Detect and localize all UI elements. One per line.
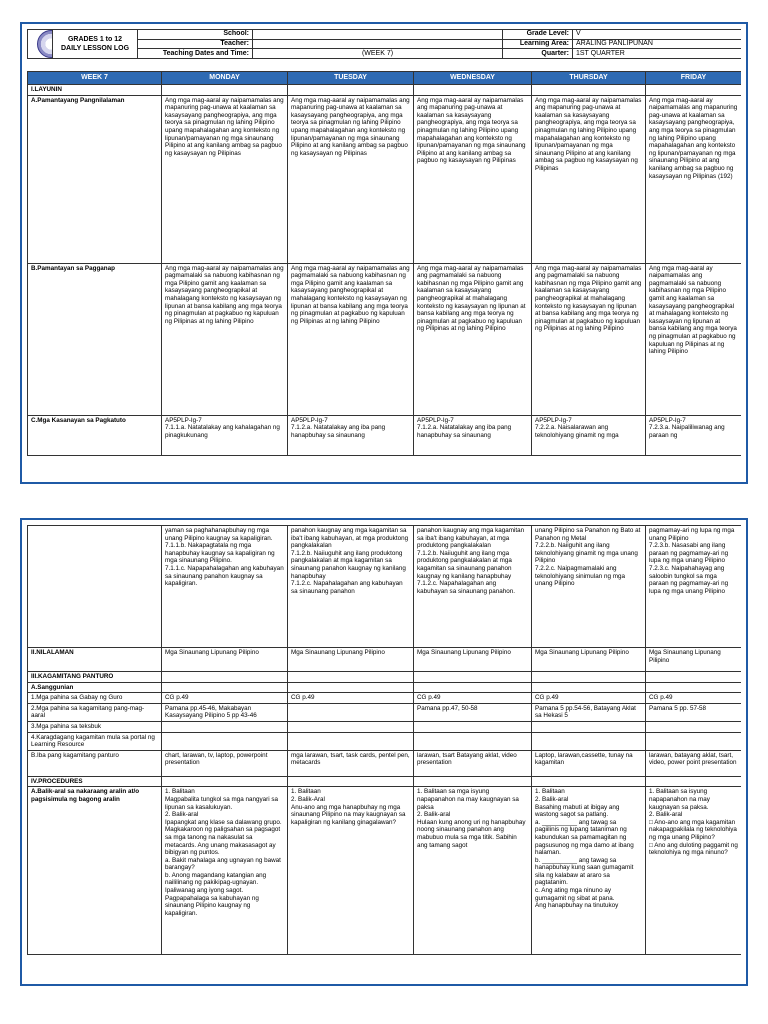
table-cell: panahon kaugnay ang mga kagamitan sa iba't ibang kabuhayan, at mga produktong pangkalakalan 7.1.2.b. Naiiuguhit ang ilang produktong pangkalakalan at mga kagamitan sa sinaunang panahon kaugnay ng kanilang hanapbuhay 7.1.2.c. Napahalagahan ang kabuhayan sa sinaunang panahon	[288, 526, 414, 648]
section-layunin-blank	[288, 85, 414, 96]
table-cell	[414, 721, 532, 732]
table-cell	[162, 732, 288, 750]
lesson-table-page-1	[27, 71, 741, 456]
table-cell: Pamana pp.47, 50-58	[414, 703, 532, 721]
table-cell: Pamana 5 pp. 57-58	[646, 703, 742, 721]
day-header-friday: FRIDAY	[646, 72, 742, 85]
table-cell: AP5PLP-Ig-7 7.1.2.a. Natatalakay ang iba pang hanapbuhay sa sinaunang	[414, 415, 532, 455]
section-blank	[414, 672, 532, 683]
days-header-row	[28, 72, 742, 85]
table-row	[28, 750, 742, 776]
section-blank	[288, 776, 414, 787]
table-cell: 1. Balitaan sa mga isyung napapanahon na may kaugnayan sa paksa 2. Balik-aral Hulaan kung anong uri ng hanapbuhay noong sinaunang panahon ang mabubuo mula sa mga titik. Sabihin ang tamang sagot	[414, 787, 532, 955]
row-label: A.Balik-aral sa nakaraang aralin at/o pagsisimula ng bagong aralin	[28, 787, 162, 955]
table-cell: Ang mga mag-aaral ay naipamamalas ang pagmamalaki sa nabuong kabihasnan ng mga Pilipino gamit ang kaalaman sa kasaysayang pangheograpikal at mahalagang konteksto ng kasaysayan ng lipunan at bansa kabilang ang mga teorya ng pinagmulan at pagkabuo ng kapuluan ng Pilipinas at ng lahing Pilipino	[288, 263, 414, 415]
table-cell: Mga Sinaunang Lipunang Pilipino	[288, 648, 414, 672]
day-header-tuesday: TUESDAY	[288, 72, 414, 85]
section-layunin-blank	[646, 85, 742, 96]
lesson-log-page-2	[20, 518, 748, 986]
table-cell: Mga Sinaunang Lipunang Pilipino	[414, 648, 532, 672]
day-header-monday: MONDAY	[162, 72, 288, 85]
table-row	[28, 526, 742, 648]
table-cell: unang Pilipino sa Panahon ng Bato at Panahon ng Metal 7.2.2.b. Naiiguhit ang ilang teknolohiyang ginamit ng mga unang Pilipino 7.2.2.c. Naipagmamalaki ang teknolohiyang sinimulan ng mga unang Pilipino	[532, 526, 646, 648]
table-cell: panahon kaugnay ang mga kagamitan sa iba't ibang kabuhayan, at mga produktong pangkalakalan 7.1.2.b. Naiiuguhit ang ilang mga produktong pangkalakalan at mga kagamitan sa sinaunang panahon kaugnay ng kanilang hanapbuhay 7.1.2.c. Napahalagahan ang kabuhayan sa sinaunang panahon.	[414, 526, 532, 648]
learning-area-value: ARALING PANLIPUNAN	[573, 39, 742, 49]
table-cell	[532, 732, 646, 750]
table-cell: chart, larawan, tv, laptop, powerpoint presentation	[162, 750, 288, 776]
table-cell	[414, 732, 532, 750]
row-label: 1.Mga pahina sa Gabay ng Guro	[28, 693, 162, 704]
section-blank	[532, 682, 646, 693]
table-cell	[162, 721, 288, 732]
table-cell: Ang mga mag-aaral ay naipamamalas ang mapanuring pag-unawa at kaalaman sa kasaysayang pangheograpiya, ang mga teorya sa pinagmulan ng lahing Pilipino upang mapahalagahan ang konteksto ng lipunan/pamayanan ng mga sinaunang Pilipino at ang kanilang ambag sa pagbuo ng kasaysayan ng Pilipinas	[288, 95, 414, 263]
lesson-log-page-1	[20, 22, 748, 484]
deped-seal-cell	[28, 30, 53, 59]
section-sanggunian: A.Sanggunian	[28, 682, 162, 693]
section-blank	[646, 672, 742, 683]
table-cell: AP5PLP-Ig-7 7.1.2.a. Natatalakay ang iba pang hanapbuhay sa sinaunang	[288, 415, 414, 455]
table-cell: Pamana pp.45-46, Makabayan Kasaysayang Pilipino 5 pp 43-46	[162, 703, 288, 721]
table-row	[28, 703, 742, 721]
table-cell: CG p.49	[162, 693, 288, 704]
table-row	[28, 787, 742, 955]
table-cell: Ang mga mag-aaral ay naipamamalas ang mapanuring pag-unawa at kaalaman sa kasaysayang pangheograpiya, ang mga teorya sa pinagmulan ng lahing Pilipino upang mapahalagahan ang konteksto ng lipunan/pamayanan ng mga sinaunang Pilipino at ang kanilang ambag sa pagbuo ng kasaysayan ng Pilipinas	[532, 95, 646, 263]
section-blank	[532, 672, 646, 683]
table-cell	[288, 721, 414, 732]
table-cell: Ang mga mag-aaral ay naipamamalas ang pagmamalaki sa nabuong kabihasnan ng mga Pilipino gamit ang kaalaman sa kasaysayang pangheograpikal at mahalagang konteksto ng kasaysayan ng lipunan at bansa kabilang ang mga teorya ng pinagmulan at pagkabuo ng kapuluan ng Pilipinas at ng lahing Pilipino	[162, 263, 288, 415]
table-row	[28, 263, 742, 415]
teacher-value	[253, 39, 503, 49]
teaching-dates-label: Teaching Dates and Time:	[138, 49, 253, 59]
log-title: GRADES 1 to 12 DAILY LESSON LOG	[53, 30, 138, 59]
table-cell: 1. Balitaan sa isyung napapanahon na may kaugnayan sa paksa. 2. Balik-aral □ Ano-ano ang mga kagamitan nakapagpakilala ng teknolohiya ng mga unang Pilipino? □ Ano ang duloting paggamit ng teknolohiya ng mga ninuno?	[646, 787, 742, 955]
teaching-dates-value: (WEEK 7)	[253, 49, 503, 59]
table-cell: Ang mga mag-aaral ay naipamamalas ang pagmamalaki sa nabuong kabihasnan ng mga Pilipino gamit ang kaalaman sa kasaysayang pangheograpikal at mahalagang konteksto ng kasaysayan ng lipunan at bansa kabilang ang mga teorya ng pinagmulan at pagkabuo ng kapuluan ng Pilipinas at ng lahing Pilipino	[646, 263, 742, 415]
table-cell: 1. Balitaan 2. Balik-aral Basahing mabuti at ibigay ang wastong sagot sa patlang. a. __________ ang tawag sa pagiilinis ng lupang tataniman ng kabundukan sa pamamagitan ng pagsusunog ng mga damo at ibang halaman. b. __________ ang tawag sa hanapbuhay kung saan gumagamit sila ng kalabaw at araro sa pagtatanim. c. Ang ating mga ninuno ay gumagamit ng sibat at pana. Ang hanapbuhay na tinutukoy	[532, 787, 646, 955]
table-cell: 1. Balitaan Magpabalita tungkol sa mga nangyari sa lipunan sa kasalukuyan. 2. Balik-aral Ipapangkat ang klase sa dalawang grupo. Magkakaroon ng paligsahan sa pagsagot sa mga tanong na nakasulat sa metacards. Ang unang makasasagot ay bibigyan ng puntos. a. Bakit mahalaga ang ugnayan ng bawat barangay? b. Anong magandang katangian ang naililinang ng pakikipag-ugnayan. Ipaliwanag ang iyong sagot. Pagpapahalaga sa kabuhayan ng sinaunang Pilipino kaugnay ng kapaligiran.	[162, 787, 288, 955]
table-cell: mga larawan, tsart, task cards, pentel pen, metacards	[288, 750, 414, 776]
section-procedures: IV.PROCEDURES	[28, 776, 162, 787]
table-cell: 1. Balitaan 2. Balik-Aral Anu-ano ang mga hanapbuhay ng mga sinaunang Pilipino na may kaugnayan sa kapaligiran ng kanilang ginagalawan?	[288, 787, 414, 955]
table-cell: CG p.49	[288, 693, 414, 704]
deped-seal-icon	[37, 30, 53, 58]
row-label: B.Pamantayan sa Pagganap	[28, 263, 162, 415]
teacher-label: Teacher:	[138, 39, 253, 49]
table-cell: Ang mga mag-aaral ay naipamamalas ang mapanuring pag-unawa at kaalaman sa kasaysayang pangheograpiya, ang mga teorya sa pinagmulan ng lahing Pilipino upang mapahalagahan ang konteksto ng lipunan/pamayanan ng mga sinaunang Pilipino at ang kanilang ambag sa pagbuo ng kasaysayan ng Pilipinas	[414, 95, 532, 263]
table-cell: AP5PLP-Ig-7 7.2.3.a. Naipaliliwanag ang paraan ng	[646, 415, 742, 455]
grade-level-value: V	[573, 30, 742, 40]
quarter-value: 1ST QUARTER	[573, 49, 742, 59]
table-cell: Mga Sinaunang Lipunang Pilipino	[162, 648, 288, 672]
row-label: A.Pamantayang Pangnilalaman	[28, 95, 162, 263]
quarter-label: Quarter:	[503, 49, 573, 59]
section-blank	[646, 776, 742, 787]
table-cell: pagmamay-ari ng lupa ng mga unang Pilipino 7.2.3.b. Nasasabi ang ilang paraan ng pagmamay-ari ng lupa ng mga unang Pilipino 7.2.3.c. Naipahahayag ang saloobin tungkol sa mga paraan ng pagmamay-ari ng lupa ng mga unang Pilipino	[646, 526, 742, 648]
section-blank	[162, 672, 288, 683]
table-row	[28, 648, 742, 672]
table-cell	[646, 732, 742, 750]
section-blank	[532, 776, 646, 787]
section-blank	[414, 776, 532, 787]
section-layunin-blank	[532, 85, 646, 96]
table-row	[28, 95, 742, 263]
table-cell: CG p.49	[532, 693, 646, 704]
table-cell: Ang mga mag-aaral ay naipamamalas ang pagmamalaki sa nabuong kabihasnan ng mga Pilipino gamit ang kaalaman sa kasaysayang pangheograpikal at mahalagang konteksto ng kasaysayan ng lipunan at bansa kabilang ang mga teorya ng pinagmulan at pagkabuo ng kapuluan ng Pilipinas at ng lahing Pilipino	[532, 263, 646, 415]
table-cell	[288, 732, 414, 750]
row-label: II.NILALAMAN	[28, 648, 162, 672]
table-cell: yaman sa paghahanapbuhay ng mga unang Pilipino kaugnay sa kapaligiran. 7.1.1.b. Nakapagtatala ng mga hanapbuhay kaugnay sa kapaligiran ng mga sinaunang Pilipino. 7.1.1.c. Napapahalagahan ang kabuhayan sa sinaunang panahon kaugnay sa kapaligiran.	[162, 526, 288, 648]
section-blank	[162, 776, 288, 787]
table-cell: Ang mga mag-aaral ay naipamamalas ang mapanuring pag-unawa at kaalaman sa kasaysayang pangheograpiya, ang mga teorya sa pinagmulan ng lahing Pilipino upang mapahalagahan ang konteksto ng lipunan/pamayanan ng mga sinaunang Pilipino at ang kanilang ambag sa pagbuo ng kasaysayan ng Pilipinas (192)	[646, 95, 742, 263]
table-cell: AP5PLP-Ig-7 7.2.2.a. Naisalarawan ang teknolohiyang ginamit ng mga	[532, 415, 646, 455]
school-label: School:	[138, 30, 253, 40]
table-cell: Ang mga mag-aaral ay naipamamalas ang pagmamalaki sa nabuong kabihasnan ng mga Pilipino gamit ang kaalaman sa kasaysayang pangheograpikal at mahalagang konteksto ng kasaysayan ng lipunan at bansa kabilang ang mga teorya ng pinagmulan at pagkabuo ng kapuluan ng Pilipinas at ng lahing Pilipino	[414, 263, 532, 415]
section-blank	[162, 682, 288, 693]
row-label: B.Iba pang kagamitang panturo	[28, 750, 162, 776]
row-label: 3.Mga pahina sa teksbuk	[28, 721, 162, 732]
school-value	[253, 30, 503, 40]
section-layunin-blank	[162, 85, 288, 96]
table-cell: CG p.49	[646, 693, 742, 704]
day-header-wednesday: WEDNESDAY	[414, 72, 532, 85]
section-blank	[646, 682, 742, 693]
section-blank	[288, 672, 414, 683]
row-label: C.Mga Kasanayan sa Pagkatuto	[28, 415, 162, 455]
grade-level-label: Grade Level:	[503, 30, 573, 40]
table-cell: larawan, tsart Batayang aklat, video presentation	[414, 750, 532, 776]
table-cell: Laptop, larawan,cassette, tunay na kagamitan	[532, 750, 646, 776]
table-cell	[646, 721, 742, 732]
table-row	[28, 415, 742, 455]
header-table	[27, 29, 741, 59]
day-header-thursday: THURSDAY	[532, 72, 646, 85]
lesson-table-page-2	[27, 525, 741, 955]
table-row	[28, 693, 742, 704]
table-cell: Mga Sinaunang Lipunang Pilipino	[646, 648, 742, 672]
table-row	[28, 721, 742, 732]
table-cell	[288, 703, 414, 721]
table-row	[28, 732, 742, 750]
section-layunin-blank	[414, 85, 532, 96]
row-label: 2.Mga pahina sa kagamitang pang-mag-aaral	[28, 703, 162, 721]
table-cell: CG p.49	[414, 693, 532, 704]
table-cell: Pamana 5 pp.54-56, Batayang Aklat sa Hekasi 5	[532, 703, 646, 721]
table-cell: Ang mga mag-aaral ay naipamamalas ang mapanuring pag-unawa at kaalaman sa kasaysayang pangheograpiya, ang mga teorya sa pinagmulan ng lahing Pilipino upang mapahalagahan ang konteksto ng lipunan/pamayanan ng mga sinaunang Pilipino at ang kanilang ambag sa pagbuo ng kasaysayan ng Pilipinas	[162, 95, 288, 263]
day-header-week: WEEK 7	[28, 72, 162, 85]
section-kagamitan: III.KAGAMITANG PANTURO	[28, 672, 162, 683]
table-cell: AP5PLP-Ig-7 7.1.1.a. Natatalakay ang kahalagahan ng pinagkukunang	[162, 415, 288, 455]
table-cell	[532, 721, 646, 732]
row-label: 4.Karagdagang kagamitan mula sa portal ng Learning Resource	[28, 732, 162, 750]
table-cell: Mga Sinaunang Lipunang Pilipino	[532, 648, 646, 672]
section-blank	[288, 682, 414, 693]
section-layunin: I.LAYUNIN	[28, 85, 162, 96]
table-cell: larawan, batayang aklat, tsart, video, power point presentation	[646, 750, 742, 776]
learning-area-label: Learning Area:	[503, 39, 573, 49]
row-label	[28, 526, 162, 648]
section-blank	[414, 682, 532, 693]
